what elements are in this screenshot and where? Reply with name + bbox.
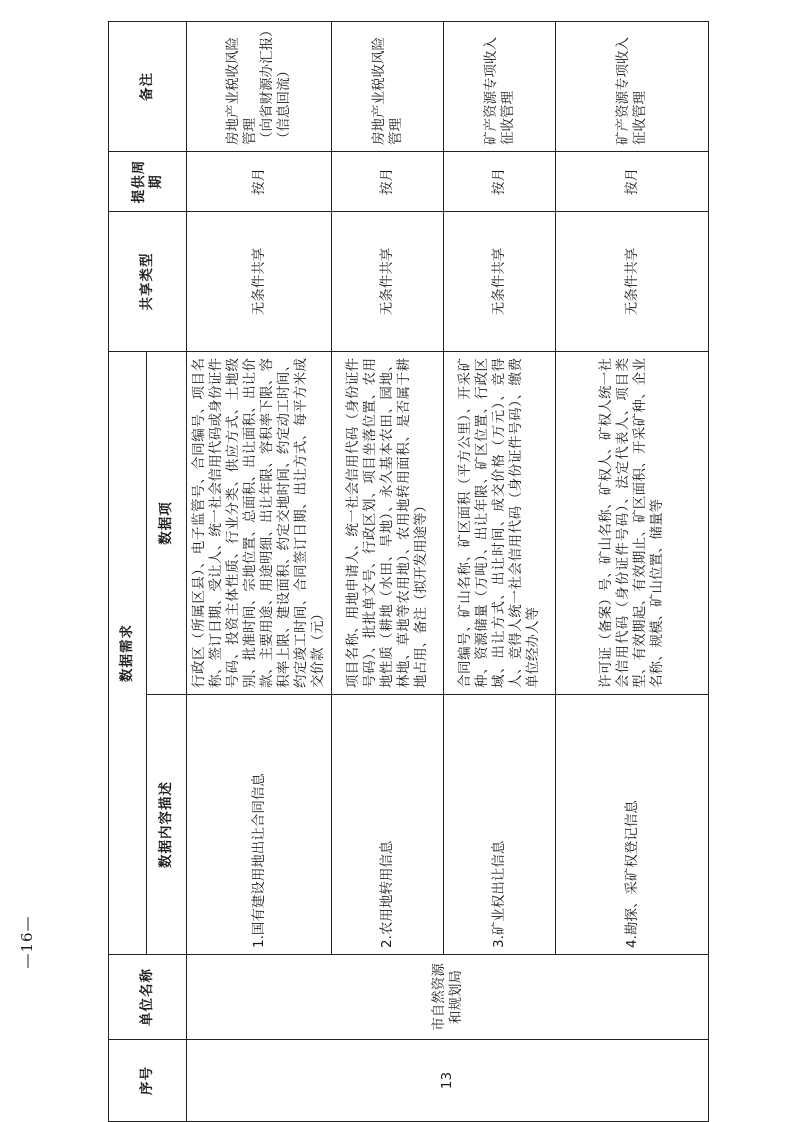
- header-remarks: 备注: [109, 22, 187, 152]
- rotated-page-content: [108, 22, 708, 1122]
- period: 按月: [444, 152, 556, 212]
- header-data-needs: 数据需求: [109, 352, 147, 955]
- share-type: 无条件共享: [556, 212, 709, 352]
- remarks: [556, 22, 709, 152]
- period: 按月: [332, 152, 444, 212]
- remark-line: （向省财源办汇报）: [259, 23, 275, 145]
- remarks: [187, 22, 332, 152]
- header-share-type: 共享类型: [109, 212, 187, 352]
- header-unit: 单位名称: [109, 955, 187, 1040]
- serial-number: 13: [187, 1040, 709, 1122]
- remarks: [332, 22, 444, 152]
- remark-line: 房地产业税收风险管理: [370, 37, 404, 145]
- period: 按月: [187, 152, 332, 212]
- content-desc: 4.勘探、采矿权登记信息: [556, 695, 709, 955]
- content-desc: 1.国有建设用地出让合同信息: [187, 695, 332, 955]
- header-period: 提供周期: [109, 152, 187, 212]
- header-content-desc: 数据内容描述: [147, 695, 187, 955]
- share-type: 无条件共享: [187, 212, 332, 352]
- page-number: —16—: [18, 915, 36, 969]
- period: 按月: [556, 152, 709, 212]
- remarks: [444, 22, 556, 152]
- data-items: 行政区（所属区县）、电子监管号、合同编号、项目名称、签订日期、受让人、统一社会信用代码或身份证件号码、投资主体性质、行业分类、供应方式、土地级别、批准时间、宗地位置、总面积、出让面积、出让价款、主要用途、用途明细、出让年限、容积率下限、容积率上限、建设面积、约定交地时间、约定动工时间、约定竣工时间、合同签订日期、出让方式、每平方米成交价款（元）: [187, 352, 332, 695]
- content-desc: 3.矿业权出让信息: [444, 695, 556, 955]
- data-items: 许可证（备案）号、矿山名称、矿权人、矿权人统一社会信用代码（身份证件号码）、法定代表人、项目类型、有效期起、有效期止、矿区面积、开采矿种、企业名称、规模、矿山位置、储量等: [556, 352, 709, 695]
- table-row: [187, 22, 332, 1122]
- remark-line: 房地产业税收风险管理: [225, 37, 258, 145]
- data-needs-table: [108, 21, 709, 1122]
- table-header-row: [109, 22, 147, 1122]
- share-type: 无条件共享: [444, 212, 556, 352]
- remark-line: 矿产资源专项收入征收管理: [482, 37, 516, 145]
- share-type: 无条件共享: [332, 212, 444, 352]
- header-data-items: 数据项: [147, 352, 187, 695]
- data-items: 项目名称、用地申请人、统一社会信用代码（身份证件号码）、批批单文号、行政区划、项目坐落位置、农用地性质（耕地（水田、旱地）、永久基本农田、园地、林地、草地等农用地）、农用地转用面积、是否属于耕地占用、备注（拟开发用途等）: [332, 352, 444, 695]
- header-serial: 序号: [109, 1040, 187, 1122]
- content-desc: 2.农用地转用信息: [332, 695, 444, 955]
- remark-line: （信息回流）: [276, 64, 292, 145]
- remark-line: 矿产资源专项收入征收管理: [615, 37, 648, 145]
- data-items: 合同编号、矿山名称、矿区面积（平方公里）、开采矿种、资源储量（万吨）、出让年限、矿区位置、行政区域、出让方式、出让时间、成交价格（万元）、竞得人、竞得人统一社会信用代码（身份证件号码）、缴费单位经办人等: [444, 352, 556, 695]
- unit-name: 市自然资源和规划局: [187, 955, 709, 1040]
